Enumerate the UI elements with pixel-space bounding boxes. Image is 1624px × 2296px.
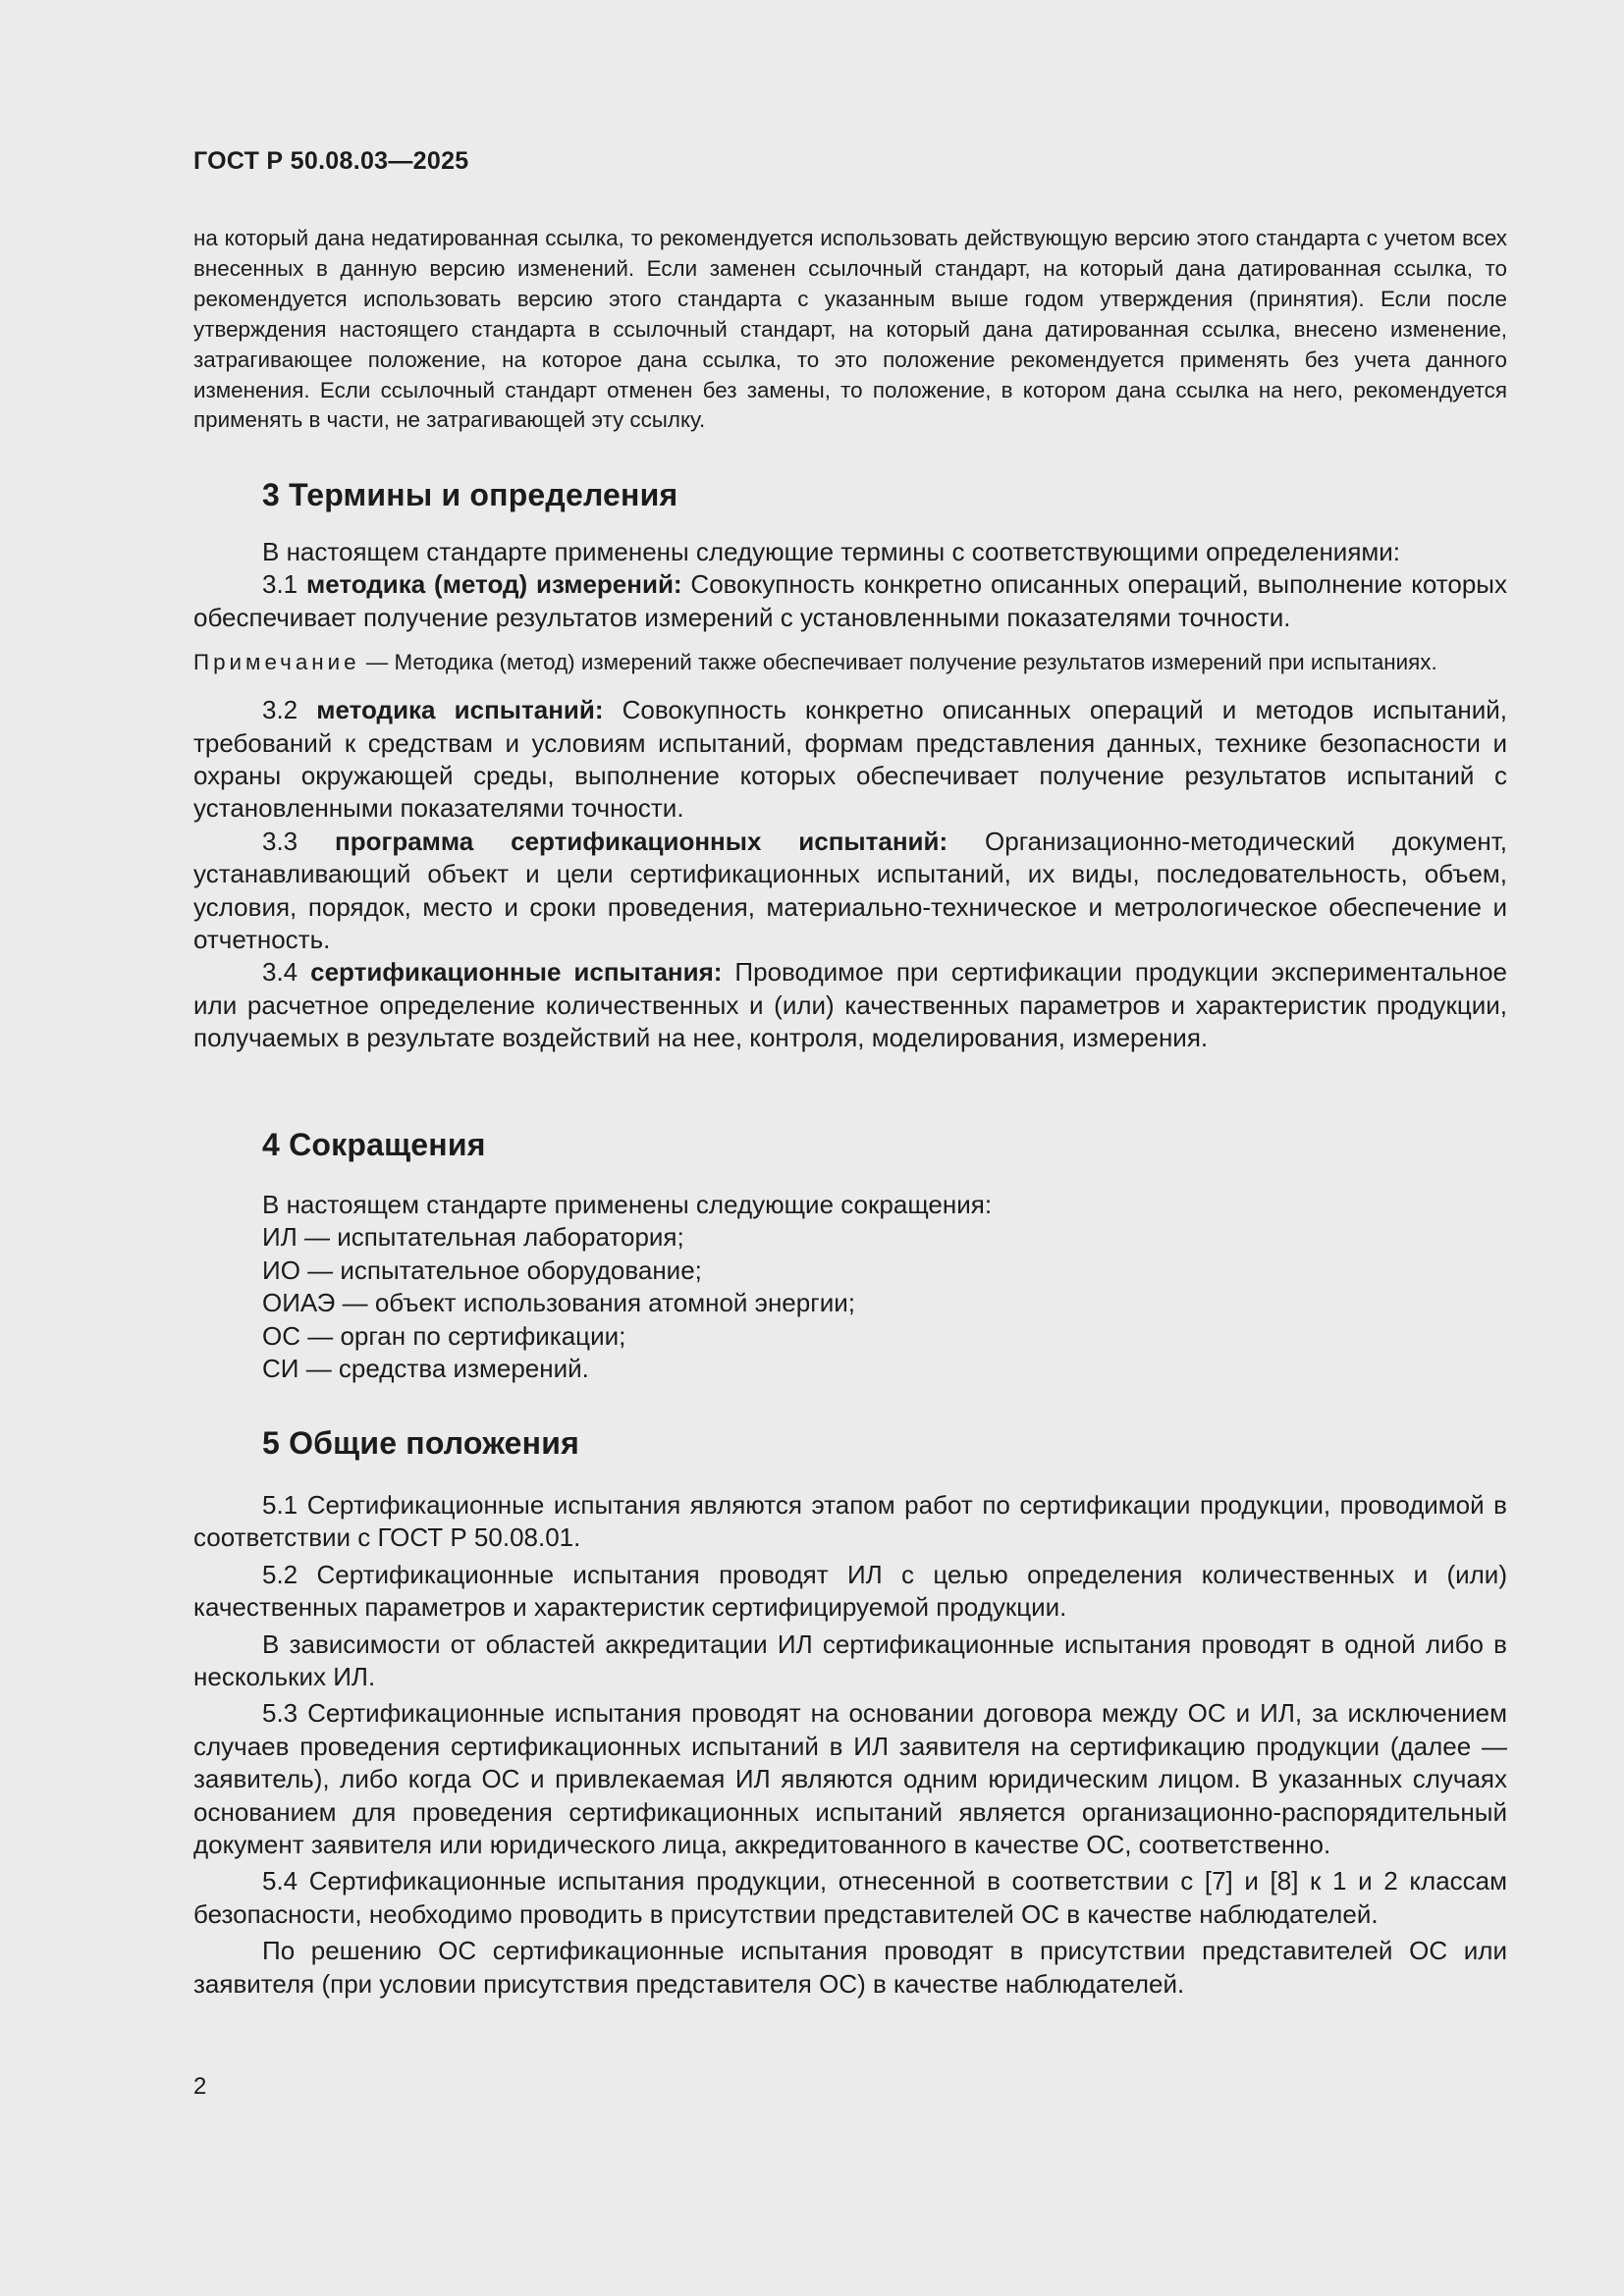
intro-block (193, 224, 1507, 436)
section-5-title: 5 Общие положения (262, 1425, 579, 1461)
clause-5-4-continuation: По решению ОС сертификационные испытания проводят в присутствии представителей ОС или заявителя (при условии присутствия представителя ОС) в качестве наблюдателей. (193, 1936, 1507, 1999)
clause-5-2-continuation: В зависимости от областей аккредитации ИЛ сертификационные испытания проводят в одной либо в нескольких ИЛ. (193, 1629, 1507, 1692)
term-definition: Организационно-методический документ, устанавливающий объект и цели сертификационных испытаний, их виды, последовательность, объем, условия, порядок, место и сроки проведения, материально-техническое и метрологическое обеспечение и отчетность. (193, 826, 1507, 954)
term-3-3 (193, 826, 1507, 957)
page-number: 2 (193, 2073, 207, 2100)
section-4-lead: В настоящем стандарте применены следующие сокращения: (262, 1190, 993, 1219)
note-text: — Методика (метод) измерений также обеспечивает получение результатов измерений при испытаниях. (365, 650, 1437, 675)
document-header: ГОСТ Р 50.08.03—2025 (193, 147, 469, 175)
note-label: Примечание (193, 650, 360, 675)
term-name: методика (метод) измерений: (305, 569, 682, 600)
section-3-block (193, 536, 1507, 1055)
clause-5-1: 5.1 Сертификационные испытания являются этапом работ по сертификации продукции, проводимой в соответствии с ГОСТ Р 50.08.01. (193, 1490, 1507, 1553)
term-name: методика испытаний: (316, 695, 604, 725)
term-definition: Совокупность конкретно описанных операций и методов испытаний, требований к средствам и условиям испытаний, формам представления данных, технике безопасности и охраны окружающей среды, выполнение которых обеспечивает получение результатов испытаний с установленными показателями точности. (193, 695, 1507, 824)
section-3-lead: В настоящем стандарте применены следующие термины с соответствующими определениями: (262, 537, 1401, 566)
section-5-block (193, 1489, 1507, 2001)
section-4-block (193, 1189, 1507, 1385)
intro-paragraph: на который дана недатированная ссылка, то рекомендуется использовать действующую версию этого стандарта с учетом всех внесенных в данную версию изменений. Если заменен ссылочный стандарт, на который дана датированная ссылка, то рекомендуется использовать версию этого стандарта с указанным выше годом утверждения (принятия). Если после утверждения настоящего стандарта в ссылочный стандарт, на который дана датированная ссылка, внесено изменение, затрагивающее положение, на которое дана ссылка, то это положение рекомендуется применять без учета данного изменения. Если ссылочный стандарт отменен без замены, то положение, в котором дана ссылка на него, рекомендуется применять в части, не затрагивающей эту ссылку. (193, 226, 1507, 433)
abbreviation-item: ОС — орган по сертификации; (262, 1320, 626, 1351)
section-3-title: 3 Термины и определения (262, 477, 678, 512)
term-definition: Проводимое при сертификации продукции экспериментальное или расчетное определение количественных и (или) качественных параметров и характеристик продукции, получаемых в результате воздействий на нее, контроля, моделирования, измерения. (193, 957, 1507, 1053)
term-3-2 (193, 694, 1507, 826)
term-name: программа сертификационных испытаний: (335, 826, 948, 856)
term-number: 3.2 (262, 695, 298, 725)
note-3-1 (193, 648, 1507, 678)
term-number: 3.3 (262, 826, 298, 856)
term-3-1 (193, 568, 1507, 634)
clause-5-3: 5.3 Сертификационные испытания проводят на основании договора между ОС и ИЛ, за исключением случаев проведения сертификационных испытаний в ИЛ заявителя на сертификацию продукции (далее — заявитель), либо когда ОС и привлекаемая ИЛ являются одним юридическим лицом. В указанных случаях основанием для проведения сертификационных испытаний является организационно-распорядительный документ заявителя или юридического лица, аккредитованного в качестве ОС, соответственно. (193, 1698, 1507, 1860)
abbreviation-item: ИЛ — испытательная лаборатория; (262, 1222, 684, 1253)
term-number: 3.4 (262, 957, 298, 988)
abbreviation-item: СИ — средства измерений. (262, 1354, 589, 1384)
term-3-4 (193, 956, 1507, 1054)
term-name: сертификационные испытания: (310, 957, 723, 988)
clause-5-4: 5.4 Сертификационные испытания продукции, отнесенной в соответствии с [7] и [8] к 1 и 2 классам безопасности, необходимо проводить в присутствии представителей ОС в качестве наблюдателей. (193, 1866, 1507, 1929)
abbreviation-item: ИО — испытательное оборудование; (262, 1255, 702, 1285)
section-4-title: 4 Сокращения (262, 1127, 486, 1162)
abbreviation-item: ОИАЭ — объект использования атомной энергии; (262, 1288, 855, 1318)
clause-5-2: 5.2 Сертификационные испытания проводят ИЛ с целью определения количественных и (или) качественных параметров и характеристик сертифицируемой продукции. (193, 1559, 1507, 1623)
term-definition: Совокупность конкретно описанных операций, выполнение которых обеспечивает получение результатов измерений с установленными показателями точности. (193, 569, 1507, 632)
term-number: 3.1 (262, 569, 298, 600)
